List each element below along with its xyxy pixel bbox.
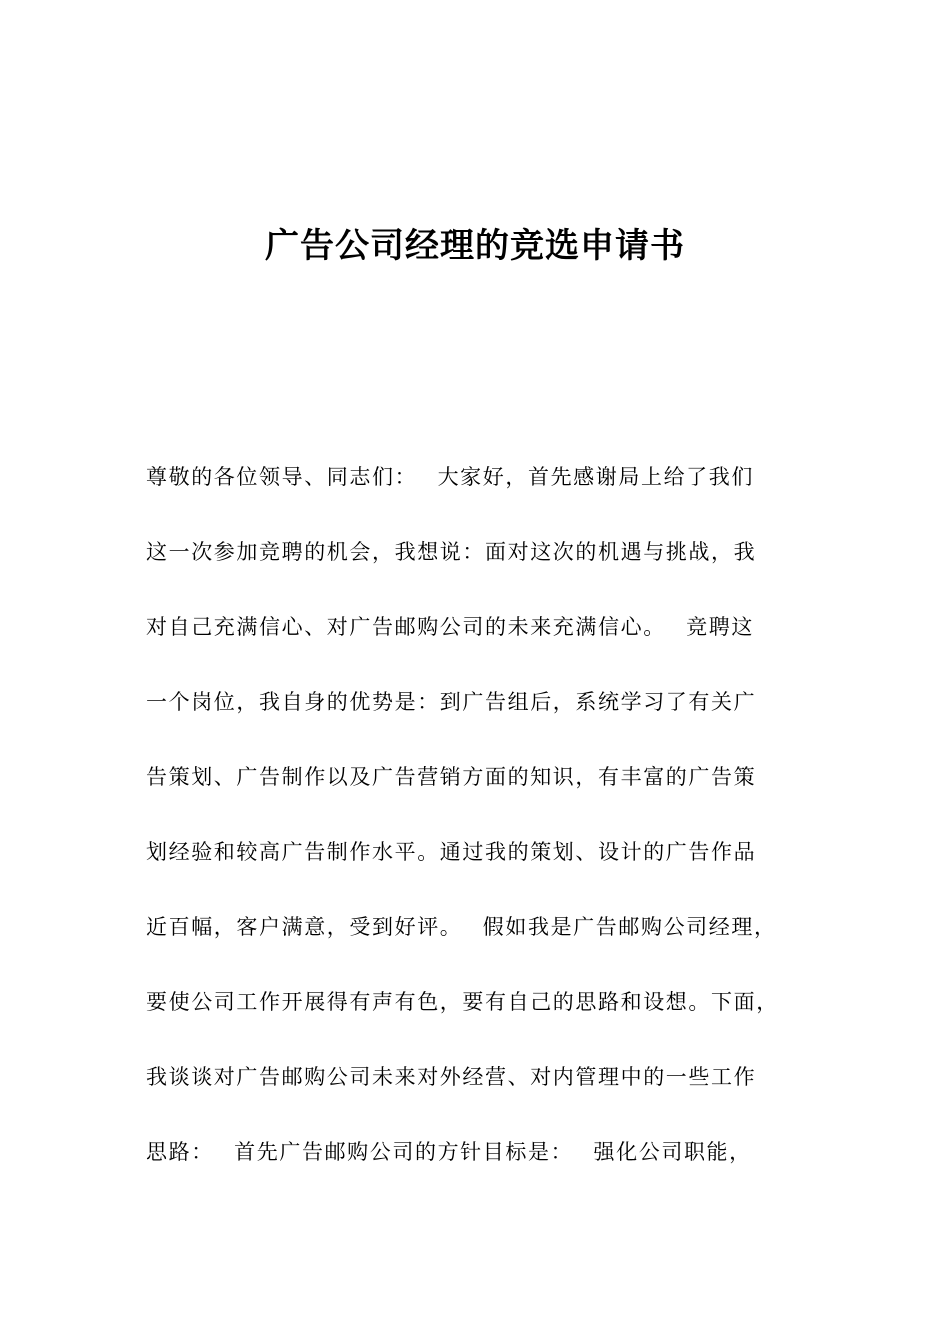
body-line: 这一次参加竞聘的机会，我想说：面对这次的机遇与挑战，我 [146,540,757,564]
body-line: 思路： 首先广告邮购公司的方针目标是： 强化公司职能， [146,1140,752,1164]
body-line: 一个岗位，我自身的优势是：到广告组后，系统学习了有关广 [146,690,757,714]
body-line: 告策划、广告制作以及广告营销方面的知识，有丰富的广告策 [146,765,757,789]
document-body [146,454,826,1204]
body-line: 划经验和较高广告制作水平。通过我的策划、设计的广告作品 [146,840,757,864]
body-line: 我谈谈对广告邮购公司未来对外经营、对内管理中的一些工作 [146,1065,757,1089]
body-line: 要使公司工作开展得有声有色，要有自己的思路和设想。下面， [146,990,779,1014]
body-line: 近百幅，客户满意，受到好评。 假如我是广告邮购公司经理， [146,915,777,939]
body-line: 尊敬的各位领导、同志们： 大家好，首先感谢局上给了我们 [146,465,754,489]
body-line: 对自己充满信心、对广告邮购公司的未来充满信心。 竞聘这 [146,615,754,639]
document-title: 广告公司经理的竞选申请书 [265,226,685,266]
